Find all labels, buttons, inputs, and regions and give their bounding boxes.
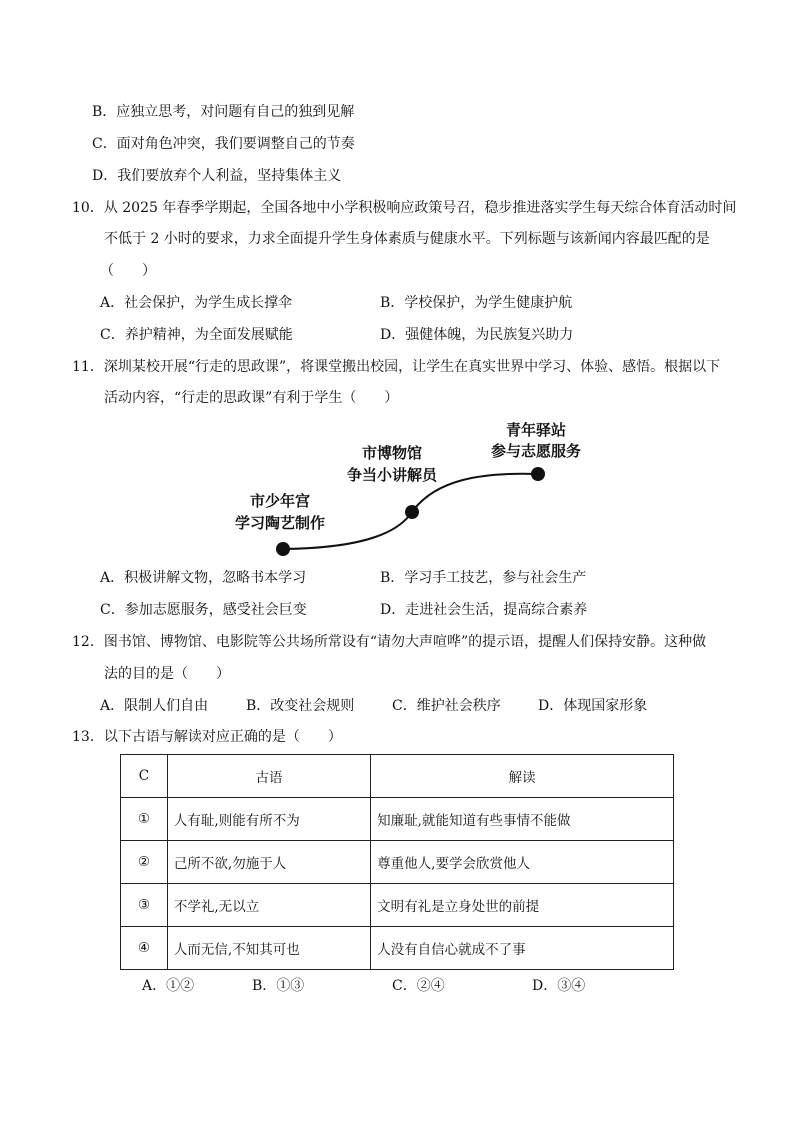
q10-stem-line-1: 10．从 2025 年春季学期起，全国各地中小学积极响应政策号召，稳步推进落实学生每天综合体育活动时间 [72,200,737,216]
q13-option-d: D．③④ [532,978,586,994]
stop-2-activity: 争当小讲解员 [346,466,438,484]
stop-2-place: 市博物馆 [361,444,423,462]
table-row [121,841,674,884]
q13-row-interpretation: 知廉耻,就能知道有些事情不能做 [371,798,674,841]
q11-stem-line-2: 活动内容，“行走的思政课”有利于学生（ ） [104,390,399,406]
q13-stem: 13．以下古语与解读对应正确的是（ ） [72,729,342,745]
q13-option-b: B．①③ [252,978,305,994]
q11-option-c: C．参加志愿服务，感受社会巨变 [100,602,307,618]
q11-option-b: B．学习手工技艺，参与社会生产 [380,570,587,586]
q13-header-interpretation: 解读 [371,755,674,798]
q13-row-index: ④ [121,927,168,970]
q12-option-a: A．限制人们自由 [100,698,209,714]
q13-table [120,754,674,970]
q11-option-a: A．积极讲解文物，忽略书本学习 [100,570,307,586]
stop-3-dot [531,467,545,481]
q13-row-saying: 己所不欲,勿施于人 [167,841,370,884]
q9-option-b: B．应独立思考，对问题有自己的独到见解 [92,104,355,120]
stop-1-place: 市少年宫 [249,492,311,510]
q9-option-d: D．我们要放弃个人利益，坚持集体主义 [92,168,342,184]
q13-table-header-row [121,755,674,798]
q13-row-index: ② [121,841,168,884]
q12-stem-line-2: 法的目的是（ ） [104,666,230,682]
q10-stem-line-3: （ ） [100,263,156,279]
q13-row-interpretation: 尊重他人,要学会欣赏他人 [371,841,674,884]
q12-option-c: C．维护社会秩序 [392,698,501,714]
q10-option-d: D．强健体魄，为民族复兴助力 [380,327,574,343]
q11-stem-line-1: 11．深圳某校开展“行走的思政课”，将课堂搬出校园，让学生在真实世界中学习、体验、感悟。根据以下 [72,359,721,375]
q11-option-d: D．走进社会生活，提高综合素养 [380,602,588,618]
table-row [121,927,674,970]
q13-row-saying: 人有耻,则能有所不为 [167,798,370,841]
stop-2-dot [405,505,419,519]
table-row [121,798,674,841]
q12-option-b: B．改变社会规则 [246,698,355,714]
q9-option-c: C．面对角色冲突，我们要调整自己的节奏 [92,136,355,152]
q10-option-a: A．社会保护，为学生成长撑伞 [100,295,293,311]
q13-row-index: ① [121,798,168,841]
q12-option-d: D．体现国家形象 [538,698,648,714]
q13-row-index: ③ [121,884,168,927]
stop-3-place: 青年驿站 [505,421,567,439]
q10-stem-line-2: 不低于 2 小时的要求，力求全面提升学生身体素质与健康水平。下列标题与该新闻内容最匹配的是 [104,231,710,247]
q13-header-saying: 古语 [167,755,370,798]
stop-1-activity: 学习陶艺制作 [234,514,326,532]
q12-stem-line-1: 12．图书馆、博物馆、电影院等公共场所常设有“请勿大声喧哗”的提示语，提醒人们保持安静。这种做 [72,634,707,650]
q13-option-a: A．①② [142,978,195,994]
stop-3-activity: 参与志愿服务 [490,442,582,460]
q10-option-c: C．养护精神，为全面发展赋能 [100,327,293,343]
q13-row-interpretation: 文明有礼是立身处世的前提 [371,884,674,927]
q13-row-saying: 不学礼,无以立 [167,884,370,927]
stop-1-dot [276,542,290,556]
q13-row-interpretation: 人没有自信心就成不了事 [371,927,674,970]
q13-row-saying: 人而无信,不知其可也 [167,927,370,970]
q13-header-index: C [121,755,168,798]
q10-option-b: B．学校保护，为学生健康护航 [380,295,573,311]
activity-route-diagram [220,410,610,560]
table-row [121,884,674,927]
q13-option-c: C．②④ [392,978,445,994]
